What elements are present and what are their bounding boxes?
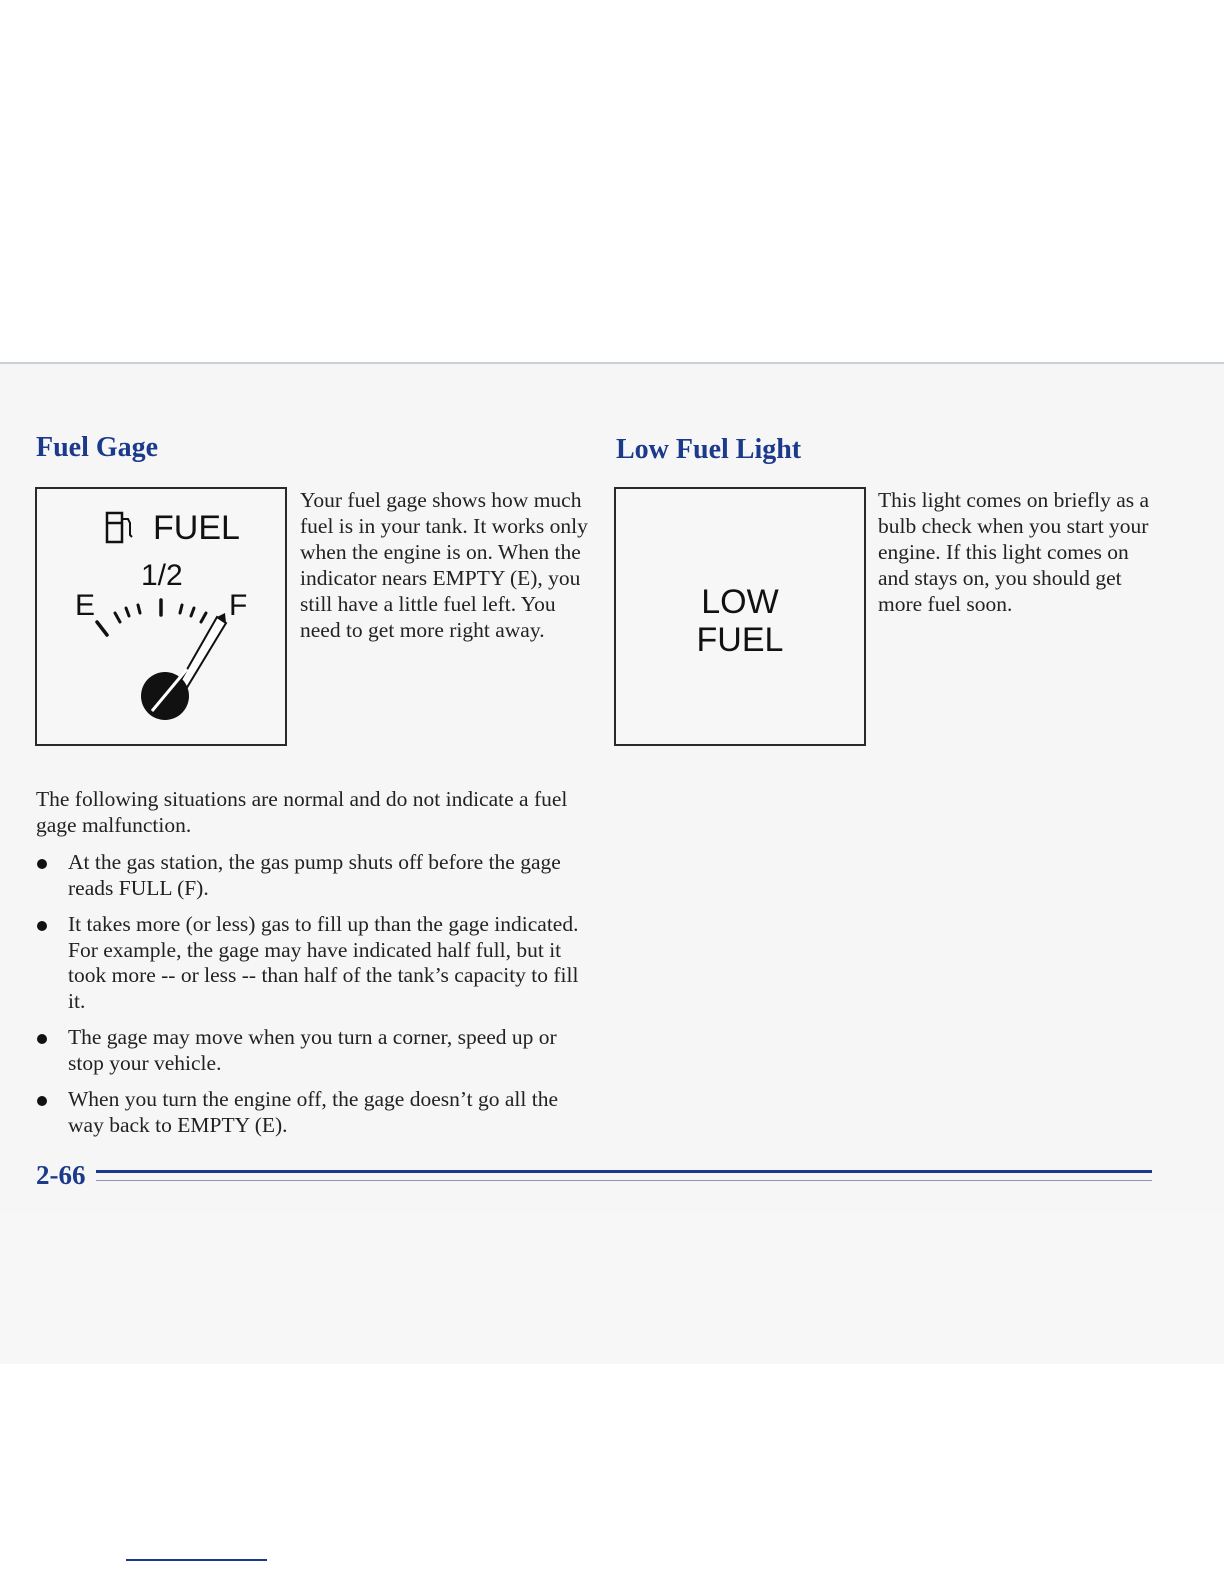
gauge-half-mark: 1/2 — [141, 559, 183, 592]
low-fuel-light-heading: Low Fuel Light — [616, 434, 802, 465]
list-item: At the gas station, the gas pump shuts off before the gage reads FULL (F). — [36, 850, 596, 901]
page-number: 2-66 — [36, 1160, 86, 1190]
bullet-icon — [37, 859, 47, 869]
lower-band — [0, 1214, 1224, 1364]
normal-situations-intro: The following situations are normal and do not indicate a fuel gage malfunction. — [36, 787, 568, 837]
low-fuel-indicator-line1: LOW — [701, 583, 779, 621]
gauge-fuel-label: FUEL — [153, 509, 240, 547]
list-item: When you turn the engine off, the gage doesn’t go all the way back to EMPTY (E). — [36, 1087, 596, 1138]
gauge-full-mark: F — [229, 589, 248, 622]
fuel-gage-heading: Fuel Gage — [36, 432, 159, 463]
low-fuel-indicator — [614, 487, 866, 746]
low-fuel-indicator-line2: FUEL — [696, 621, 784, 659]
bullet-icon — [37, 921, 47, 931]
gauge-tick-marks — [97, 600, 206, 635]
low-fuel-light-description: This light comes on briefly as a bulb check when you start your engine. If this light comes on and stays on, you should get more fuel soon. — [878, 488, 1150, 616]
list-item: It takes more (or less) gas to fill up than the gage indicated. For example, the gage may have indicated half full, but it took more -- or less -- than half of the tank’s capacity to fill it. — [36, 912, 596, 1014]
gauge-empty-mark: E — [75, 589, 96, 622]
bullet-icon — [37, 1096, 47, 1106]
bottom-link-underline — [126, 1559, 267, 1561]
fuel-gage-description: Your fuel gage shows how much fuel is in your tank. It works only when the engine is on. When the indicator nears EMPTY (E), you still have a little fuel left. You need to get more right away. — [300, 488, 588, 642]
normal-situations-list — [36, 850, 596, 1149]
fuel-gauge-illustration — [35, 487, 287, 746]
bullet-icon — [37, 1034, 47, 1044]
footer-rule — [96, 1170, 1152, 1173]
footer-rule-thin — [96, 1180, 1152, 1181]
gauge-dial — [37, 489, 285, 744]
list-item: The gage may move when you turn a corner, speed up or stop your vehicle. — [36, 1025, 596, 1076]
